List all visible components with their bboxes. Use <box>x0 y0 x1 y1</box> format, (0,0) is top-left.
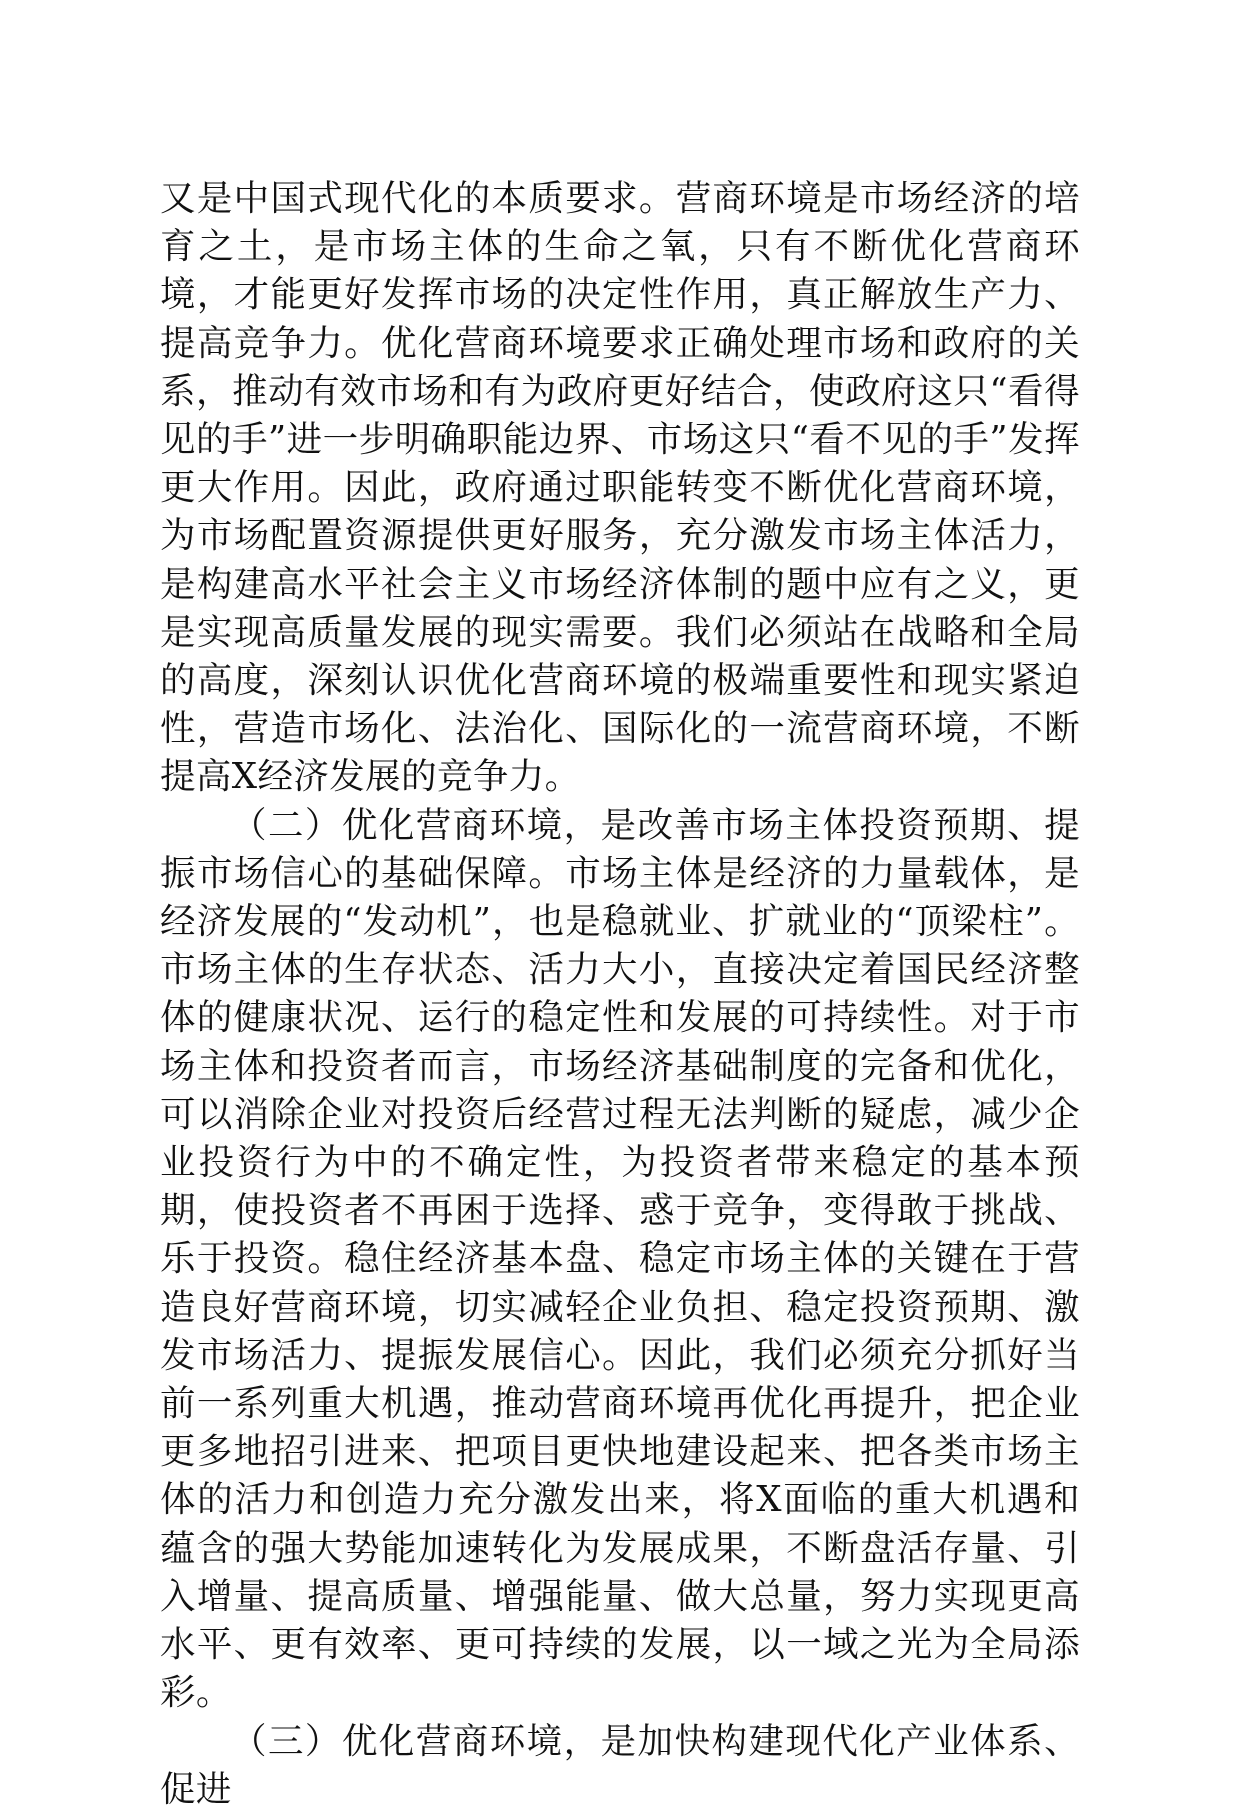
paragraph-section-2: （二）优化营商环境，是改善市场主体投资预期、提振市场信心的基础保障。市场主体是经济的力量载体，是经济发展的“发动机”，也是稳就业、扩就业的“顶梁柱”。市场主体的生存状态、活力大小，直接决定着国民经济整体的健康状况、运行的稳定性和发展的可持续性。对于市场主体和投资者而言，市场经济基础制度的完备和优化，可以消除企业对投资后经营过程无法判断的疑虑，减少企业投资行为中的不确定性，为投资者带来稳定的基本预期，使投资者不再困于选择、惑于竞争，变得敢于挑战、乐于投资。稳住经济基本盘、稳定市场主体的关键在于营造良好营商环境，切实减轻企业负担、稳定投资预期、激发市场活力、提振发展信心。因此，我们必须充分抓好当前一系列重大机遇，推动营商环境再优化再提升，把企业更多地招引进来、把项目更快地建设起来、把各类市场主体的活力和创造力充分激发出来，将X面临的重大机遇和蕴含的强大势能加速转化为发展成果，不断盘活存量、引入增量、提高质量、增强能量、做大总量，努力实现更高水平、更有效率、更可持续的发展，以一域之光为全局添彩。 <box>160 804 1080 1714</box>
paragraph-section-3: （三）优化营商环境，是加快构建现代化产业体系、促进 <box>160 1720 1080 1810</box>
paragraph-continuation: 又是中国式现代化的本质要求。营商环境是市场经济的培育之土，是市场主体的生命之氧，只有不断优化营商环境，才能更好发挥市场的决定性作用，真正解放生产力、提高竞争力。优化营商环境要求正确处理市场和政府的关系，推动有效市场和有为政府更好结合，使政府这只“看得见的手”进一步明确职能边界、市场这只“看不见的手”发挥更大作用。因此，政府通过职能转变不断优化营商环境，为市场配置资源提供更好服务，充分激发市场主体活力，是构建高水平社会主义市场经济体制的题中应有之义，更是实现高质量发展的现实需要。我们必须站在战略和全局的高度，深刻认识优化营商环境的极端重要性和现实紧迫性，营造市场化、法治化、国际化的一流营商环境，不断提高X经济发展的竞争力。 <box>160 178 1080 798</box>
body-text <box>160 175 1080 1814</box>
